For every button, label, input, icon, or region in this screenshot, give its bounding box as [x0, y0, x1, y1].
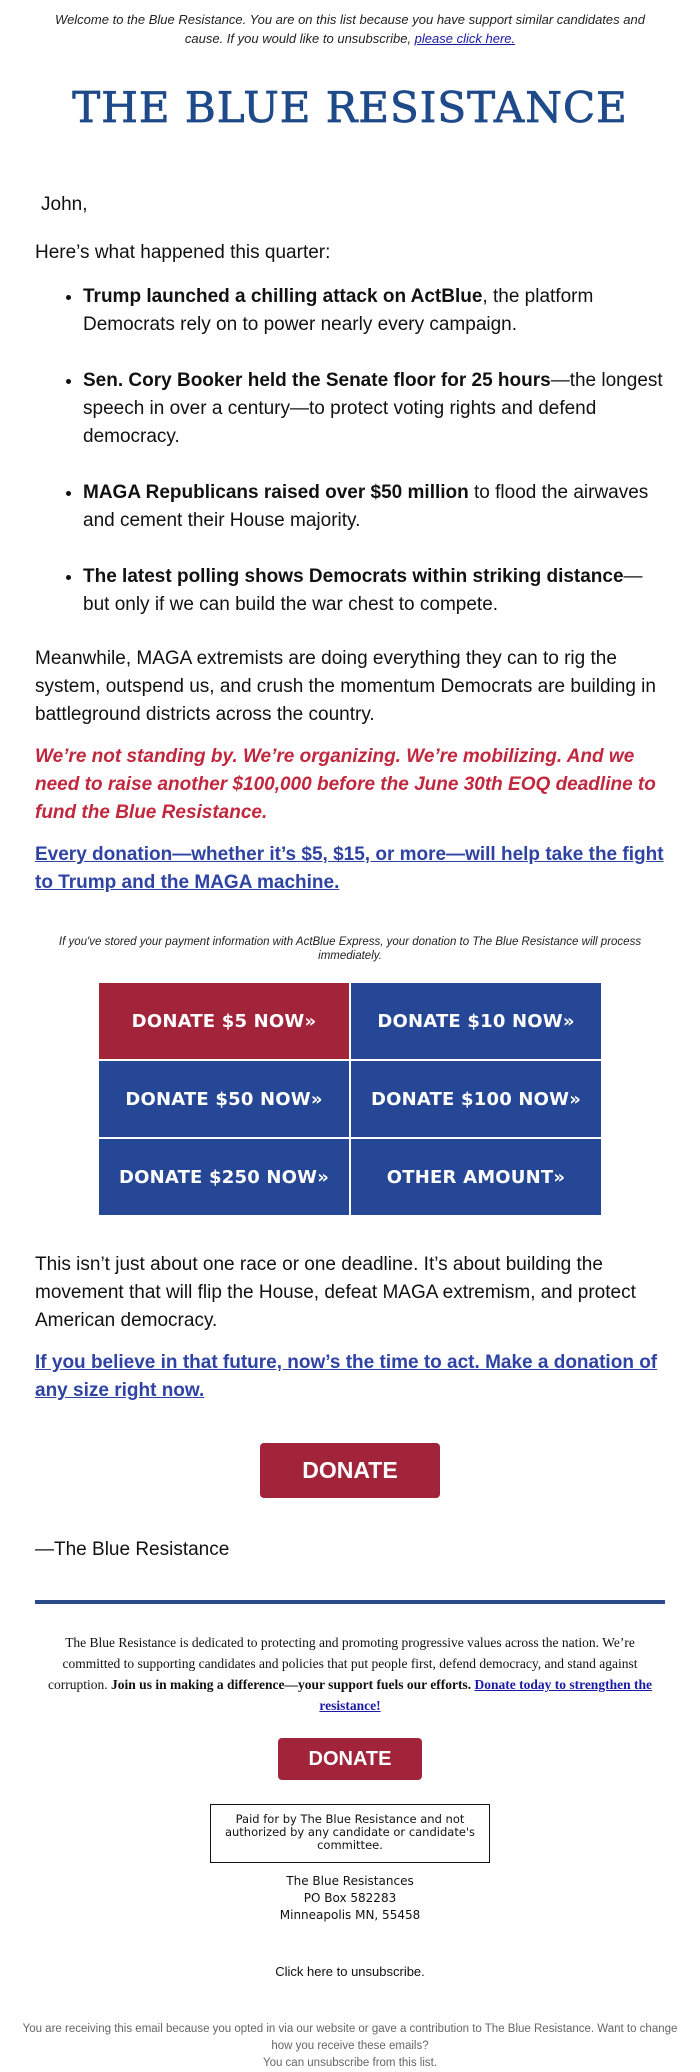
greeting: John, [41, 194, 88, 215]
address-line-2: PO Box 582283 [303, 1891, 397, 1905]
bullet-text: —the longest speech in over a century—to protect voting rights and defend democracy. [83, 370, 663, 447]
address-line-1: The Blue Resistances [286, 1874, 414, 1888]
footer-blurb-text: The Blue Resistance is dedicated to protecting and promoting progressive values across the nation. We’re committed to supporting candidates and policies that put people first, defend democracy, and stand against corruption. [48, 1635, 638, 1692]
bullet-item [83, 283, 665, 339]
footer-donate-button[interactable]: DONATE [278, 1738, 422, 1780]
legal-notice [20, 2021, 680, 2072]
bullet-bold: Trump launched a chilling attack on ActBlue [83, 286, 483, 307]
other-amount-button[interactable]: OTHER AMOUNT» [351, 1139, 601, 1215]
preheader-text: Welcome to the Blue Resistance. You are on this list because you have support similar candidates and cause. If you would like to unsubscribe, [55, 12, 645, 46]
address-line-3: Minneapolis MN, 55458 [279, 1908, 421, 1922]
unsubscribe-link[interactable]: Click here to unsubscribe. [275, 1964, 425, 1979]
bullet-item [83, 367, 665, 451]
mailing-address [0, 1873, 700, 1924]
meanwhile-paragraph: Meanwhile, MAGA extremists are doing everything they can to rig the system, outspend us, and crush the momentum Democrats are building in battleground districts across the country. [35, 648, 656, 725]
bullet-text: to flood the airwaves and cement their House majority. [83, 482, 649, 531]
preheader-unsubscribe-link[interactable]: please click here. [414, 31, 516, 46]
donation-cta-link[interactable]: Every donation—whether it’s $5, $15, or more—will help take the fight to Trump and the MAGA machine. [35, 844, 664, 893]
movement-paragraph: This isn’t just about one race or one deadline. It’s about building the movement that will flip the House, defeat MAGA extremism, and protect American democracy. [35, 1254, 636, 1331]
bullet-text: —but only if we can build the war chest to compete. [83, 566, 643, 615]
signature: —The Blue Resistance [35, 1539, 230, 1560]
paid-for-disclaimer: Paid for by The Blue Resistance and not authorized by any candidate or candidate's committee. [210, 1804, 490, 1863]
email-body [0, 193, 700, 897]
donate-button[interactable]: DONATE [260, 1443, 440, 1498]
preheader [0, 0, 700, 50]
footer-blurb [35, 1632, 665, 1716]
future-cta-link[interactable]: If you believe in that future, now’s the time to act. Make a donation of any size right now. [35, 1352, 658, 1401]
bullet-text: , the platform Democrats rely on to power nearly every campaign. [83, 286, 594, 335]
legal-line-1: You are receiving this email because you opted in via our website or gave a contribution to The Blue Resistance. Want to change how you receive these emails? [22, 2023, 678, 2052]
bullet-bold: MAGA Republicans raised over $50 million [83, 482, 469, 503]
donate-amount-grid [99, 983, 601, 1215]
donate-250-button[interactable]: DONATE $250 NOW» [99, 1139, 349, 1215]
logo-text: THE BLUE RESISTANCE [72, 83, 628, 132]
email-body-lower [0, 1251, 700, 1716]
donate-100-button[interactable]: DONATE $100 NOW» [351, 1061, 601, 1137]
bullet-item [83, 479, 665, 535]
bullet-item [83, 563, 665, 619]
bullet-bold: Sen. Cory Booker held the Senate floor for 25 hours [83, 370, 551, 391]
red-callout: We’re not standing by. We’re organizing. We’re mobilizing. And we need to raise another $100,000 before the June 30th EOQ deadline to fund the Blue Resistance. [35, 746, 656, 823]
unsubscribe [0, 1964, 700, 1979]
intro-text: Here’s what happened this quarter: [35, 242, 331, 263]
quarter-bullets [35, 283, 665, 619]
footer-divider [35, 1600, 665, 1604]
donate-50-button[interactable]: DONATE $50 NOW» [99, 1061, 349, 1137]
donate-10-button[interactable]: DONATE $10 NOW» [351, 983, 601, 1059]
footer-blurb-bold: Join us in making a difference—your support fuels our efforts. [111, 1677, 475, 1692]
donate-5-button[interactable]: DONATE $5 NOW» [99, 983, 349, 1059]
actblue-express-note: If you've stored your payment information with ActBlue Express, your donation to The Blue Resistance will process immediately. [58, 936, 642, 962]
legal-line-2[interactable]: You can unsubscribe from this list. [262, 2057, 438, 2069]
footer-donate-link[interactable]: Donate today to strengthen the resistance! [319, 1677, 652, 1713]
bullet-bold: The latest polling shows Democrats within striking distance [83, 566, 624, 587]
logo [0, 83, 700, 131]
